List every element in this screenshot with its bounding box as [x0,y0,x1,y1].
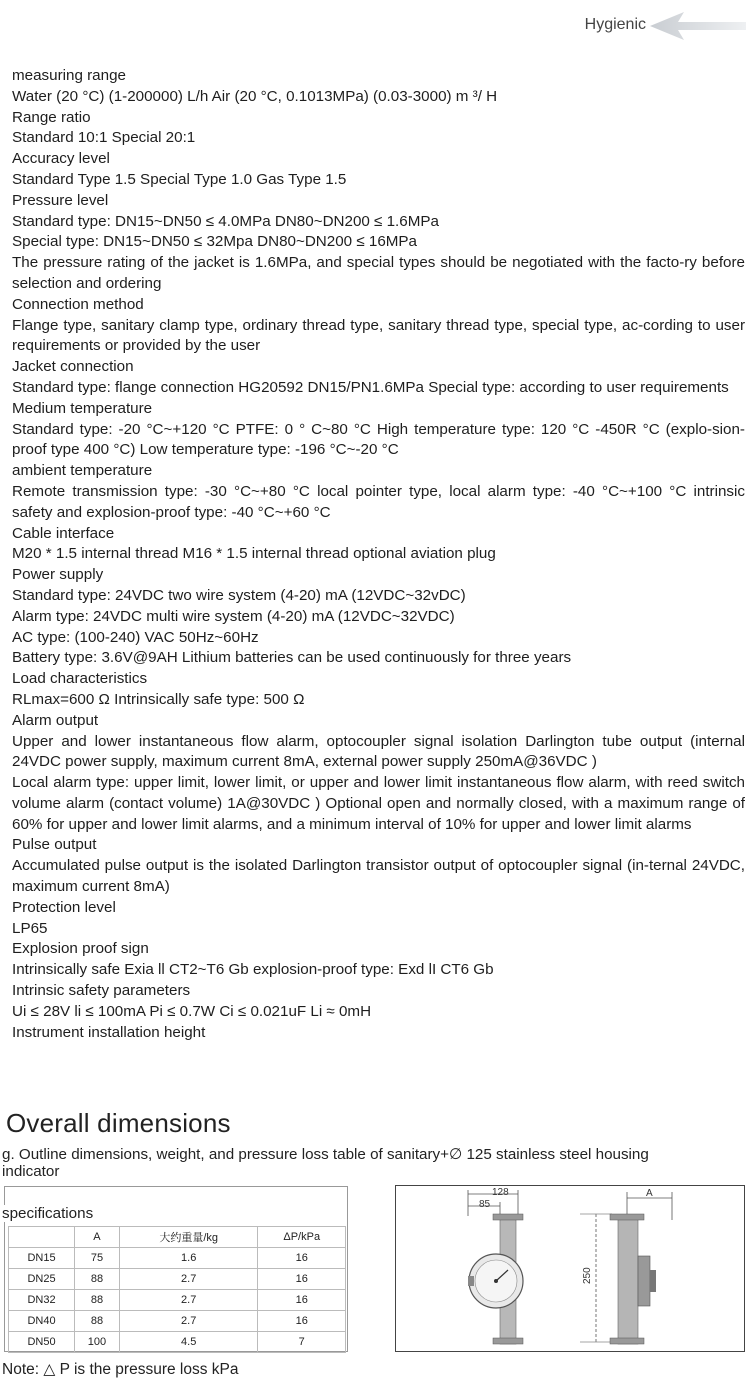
column-header: A [75,1227,120,1248]
spec-heading: Pressure level [12,191,109,209]
spec-heading: Power supply [12,566,104,584]
spec-value: Standard Type 1.5 Special Type 1.0 Gas Type 1.5 [12,170,347,188]
spec-heading: Connection method [12,295,144,313]
spec-value: Upper and lower instantaneous flow alarm, optocoupler signal isolation Darlington tube output (internal 24VDC power supply, maximum current 8mA, external power supply 250mA@36VDC ) [12,732,745,771]
table-cell: DN50 [9,1332,75,1353]
table-cell: DN32 [9,1290,75,1311]
spec-value: Accumulated pulse output is the isolated Darlington transistor output of optocoupler signal (in-ternal 24VDC, maximum current 8mA) [12,857,745,896]
spec-heading: Medium temperature [12,399,153,417]
table-cell: 2.7 [119,1311,258,1332]
page-header [0,0,750,58]
spec-heading: ambient temperature [12,462,153,480]
table-body [9,1248,346,1353]
dim-250-label: 250 [582,1267,593,1284]
spec-value: Standard type: DN15~DN50 ≤ 4.0MPa DN80~DN200 ≤ 1.6MPa [12,212,439,230]
table-cell: 16 [258,1311,346,1332]
spec-heading: Alarm output [12,711,99,729]
spec-value: Standard type: 24VDC two wire system (4-20) mA (12VDC~32vDC) [12,586,466,604]
column-header: 大约重量/kg [119,1227,258,1248]
spec-heading: Load characteristics [12,670,148,688]
flowmeter-drawing [396,1186,744,1351]
spec-value: RLmax=600 Ω Intrinsically safe type: 500 Ω [12,690,305,708]
spec-value: Standard 10:1 Special 20:1 [12,129,196,147]
spec-value: The pressure rating of the jacket is 1.6MPa, and special types should be negotiated with the facto-ry before selection and ordering [12,254,745,292]
top-clamp-right [610,1214,644,1220]
table-cell: 88 [75,1311,120,1332]
table-cell: 88 [75,1290,120,1311]
category-label: Hygienic [584,16,646,33]
table-cell: DN15 [9,1248,75,1269]
table-row [9,1332,346,1353]
spec-heading: Intrinsic safety parameters [12,982,191,1000]
table-row [9,1269,346,1290]
spec-heading: Range ratio [12,108,91,126]
table-cell: 16 [258,1248,346,1269]
table-cell: 2.7 [119,1269,258,1290]
dim-85-label: 85 [479,1199,491,1210]
spec-value: Alarm type: 24VDC multi wire system (4-20) mA (12VDC~32VDC) [12,607,455,625]
spec-value: Ui ≤ 28V li ≤ 100mA Pi ≤ 0.7W Ci ≤ 0.021uF Li ≈ 0mH [12,1002,372,1020]
dimension-drawing [395,1185,745,1352]
spec-value: Standard type: flange connection HG20592 DN15/PN1.6MPa Special type: according to user requirements [12,378,729,396]
section-subtitle: g. Outline dimensions, weight, and pressure loss table of sanitary+∅ 125 stainless steel housing indicator [2,1146,649,1180]
arrow-left-icon [650,11,746,41]
spec-value: M20 * 1.5 internal thread M16 * 1.5 internal thread optional aviation plug [12,545,496,563]
table-cell: 7 [258,1332,346,1353]
spec-heading: Explosion proof sign [12,940,149,958]
table-cell: 75 [75,1248,120,1269]
table-cell: 88 [75,1269,120,1290]
top-clamp-left [493,1214,523,1220]
table-cell: 2.7 [119,1290,258,1311]
spec-value: Water (20 °C) (1-200000) L/h Air (20 °C, 0.1013MPa) (0.03-3000) m ³/ H [12,87,498,105]
spec-value: Intrinsically safe Exia ll CT2~T6 Gb explosion-proof type: Exd lI CT6 Gb [12,961,494,979]
meter-tube-right [618,1216,638,1344]
table-header-row [9,1227,346,1248]
bottom-clamp-left [493,1338,523,1344]
spec-value: AC type: (100-240) VAC 50Hz~60Hz [12,628,259,646]
indicator-housing-side [638,1256,650,1306]
table-caption: specifications [2,1205,94,1222]
column-header: ΔP/kPa [258,1227,346,1248]
table-row [9,1248,346,1269]
table-cell: 100 [75,1332,120,1353]
spec-value: Standard type: -20 °C~+120 °C PTFE: 0 ° C~80 °C High temperature type: 120 °C -450R °C (explo-sion-proof type 400 °C) Low temperature type: -196 °C~-20 °C [12,420,745,459]
spec-heading: Instrument installation height [12,1023,206,1041]
spec-value: Battery type: 3.6V@9AH Lithium batteries can be used continuously for three years [12,649,572,667]
spec-value: Flange type, sanitary clamp type, ordinary thread type, sanitary thread type, special type, ac-cording to user requirements or provided by the user [12,316,745,355]
section-title: Overall dimensions [6,1108,231,1138]
spec-heading: Pulse output [12,836,97,854]
table-cell: DN25 [9,1269,75,1290]
spec-value: Local alarm type: upper limit, lower limit, or upper and lower limit instantaneous flow alarm, with reed switch volume alarm (contact volume) 1A@30VDC ) Optional open and normally closed, with a maximum range of 60% for upper and lower limit alarms, and a minimum interval of 10% for upper and lower limit alarms [12,774,745,833]
spec-value: Special type: DN15~DN50 ≤ 32Mpa DN80~DN200 ≤ 16MPa [12,233,418,251]
spec-list [12,66,745,1043]
table-cell: 16 [258,1290,346,1311]
column-header [9,1227,75,1248]
dim-a-label: A [646,1188,653,1199]
bottom-clamp-right [610,1338,644,1344]
table-cell: DN40 [9,1311,75,1332]
spec-heading: measuring range [12,67,126,84]
dimensions-table [8,1226,346,1353]
table-cell: 4.5 [119,1332,258,1353]
table-cell: 16 [258,1269,346,1290]
spec-heading: Cable interface [12,524,115,542]
spec-value: Remote transmission type: -30 °C~+80 °C local pointer type, local alarm type: -40 °C~+100 °C intrinsic safety and explosion-proof type: -40 °C~+60 °C [12,482,745,521]
table-row [9,1311,346,1332]
table-row [9,1290,346,1311]
spec-heading: Protection level [12,898,116,916]
spec-value: LP65 [12,919,48,937]
spec-heading: Accuracy level [12,150,110,168]
spec-heading: Jacket connection [12,358,134,376]
dim-128-label: 128 [492,1187,509,1198]
pressure-loss-note: Note: △ P is the pressure loss kPa [2,1361,239,1378]
table-cell: 1.6 [119,1248,258,1269]
